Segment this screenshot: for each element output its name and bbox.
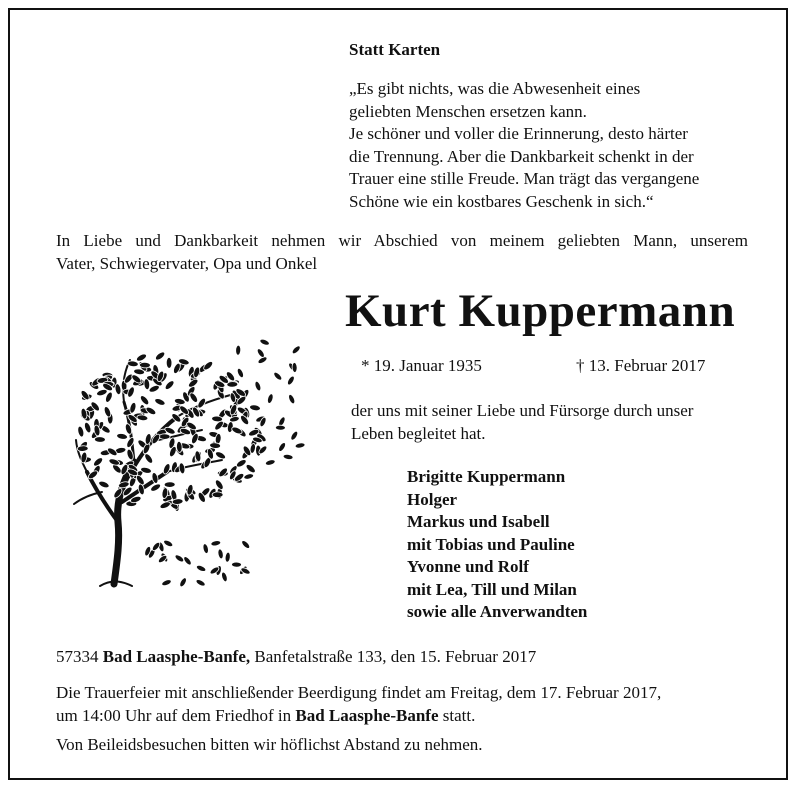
deceased-name: Kurt Kuppermann bbox=[345, 285, 736, 337]
quote-line: „Es gibt nichts, was die Abwesenheit eines bbox=[349, 79, 641, 98]
notice-heading: Statt Karten bbox=[349, 40, 441, 59]
service-line bbox=[56, 705, 756, 728]
quote-line: Schöne wie ein kostbares Geschenk in sich.“ bbox=[349, 191, 654, 211]
birth-date: * 19. Januar 1935 bbox=[361, 356, 482, 375]
windblown-tree-icon bbox=[62, 322, 312, 592]
intro-text bbox=[56, 230, 748, 275]
family-list bbox=[407, 466, 587, 624]
praise-text bbox=[351, 400, 751, 445]
death-date: † 13. Februar 2017 bbox=[576, 356, 706, 375]
service-place: Bad Laasphe-Banfe bbox=[295, 705, 439, 725]
praise-line: Leben begleitet hat. bbox=[351, 423, 486, 443]
address-rest: Banfetalstraße 133, den 15. Februar 2017 bbox=[254, 647, 537, 666]
quote-line: geliebten Menschen ersetzen kann. bbox=[349, 101, 587, 121]
family-member: mit Tobias und Pauline bbox=[407, 534, 575, 554]
family-member: Holger bbox=[407, 489, 458, 509]
quote-line: Trauer eine stille Freude. Man trägt das vergangene bbox=[349, 169, 700, 188]
quote-line: Je schöner und voller die Erinnerung, desto härter bbox=[349, 124, 688, 143]
family-member: Brigitte Kuppermann bbox=[407, 467, 566, 486]
praise-line: der uns mit seiner Liebe und Fürsorge durch unser bbox=[351, 401, 694, 420]
address-postcode: 57334 bbox=[56, 647, 99, 666]
family-member: Yvonne und Rolf bbox=[407, 557, 529, 576]
family-member: mit Lea, Till und Milan bbox=[407, 579, 577, 599]
service-line: Die Trauerfeier mit anschließender Beerdigung findet am Freitag, dem 17. Februar 2017, bbox=[56, 683, 662, 702]
address-town: Bad Laasphe-Banfe, bbox=[102, 647, 251, 666]
family-member: Markus und Isabell bbox=[407, 512, 550, 531]
service-info bbox=[56, 682, 756, 727]
service-text: statt. bbox=[442, 705, 476, 725]
condolence-note: Von Beileidsbesuchen bitten wir höflichst Abstand zu nehmen. bbox=[56, 735, 483, 754]
intro-line: In Liebe und Dankbarkeit nehmen wir Abschied von meinem geliebten Mann, unserem bbox=[56, 231, 748, 250]
family-member: sowie alle Anverwandten bbox=[407, 602, 588, 621]
intro-line: Vater, Schwiegervater, Opa und Onkel bbox=[56, 253, 318, 273]
address-line bbox=[56, 646, 536, 669]
quote-line: die Trennung. Aber die Dankbarkeit schenkt in der bbox=[349, 146, 694, 166]
memorial-quote bbox=[349, 78, 749, 213]
service-text: um 14:00 Uhr auf dem Friedhof in bbox=[56, 705, 292, 725]
